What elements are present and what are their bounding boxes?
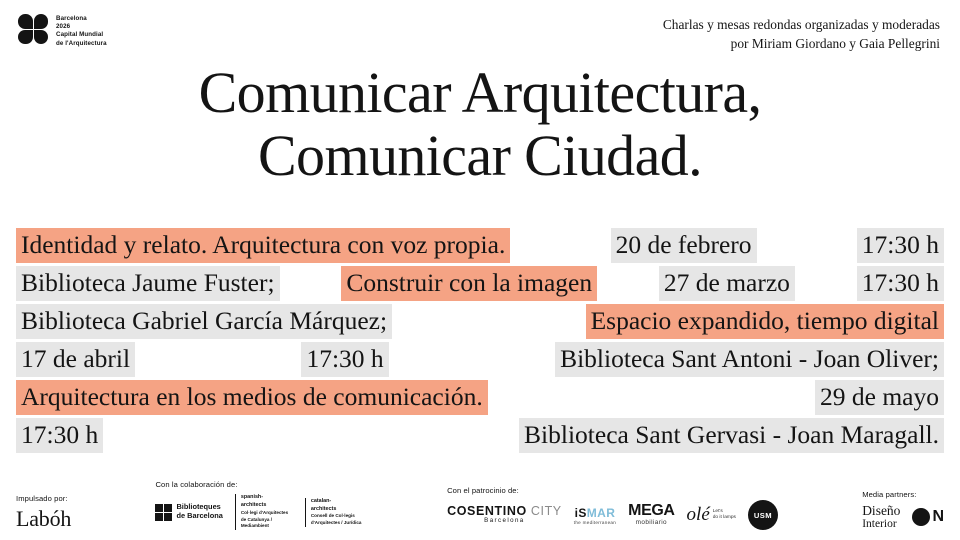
- footer-colaboracion-logos: [155, 494, 362, 530]
- spanish-architects-logo: [235, 494, 293, 530]
- footer-impulsado-group: [16, 494, 71, 530]
- ole-sub-line-2: do it lamps: [712, 515, 736, 520]
- biblioteques-mark-icon: [155, 504, 172, 521]
- ismar-logo: [574, 506, 616, 525]
- catalan-architects-line-2: architects: [310, 505, 337, 512]
- mega-mobiliario-logo: [628, 503, 674, 527]
- header-credit-line-1: Charlas y mesas redondas organizadas y moderadas: [662, 17, 940, 32]
- program-chunk: Biblioteca Sant Gervasi - Joan Maragall.: [519, 418, 944, 453]
- spanish-architects-line-2: architects: [240, 502, 267, 509]
- footer-impulsado-label: Impulsado por:: [16, 494, 68, 503]
- page-title-line-2: Comunicar Ciudad.: [257, 122, 703, 188]
- brand-lockup: [18, 14, 107, 48]
- usm-logo: USM: [748, 500, 778, 530]
- program-chunk: Biblioteca Jaume Fuster;: [16, 266, 280, 301]
- program-chunk: 17:30 h: [16, 418, 103, 453]
- spanish-architects-sub: Col·legi d'Arquitectes de Catalunya / Mediambient: [240, 510, 289, 529]
- cosentino-city-sub: Barcelona: [484, 517, 525, 525]
- program-row: [16, 304, 944, 342]
- program-row: [16, 266, 944, 304]
- program-chunk: 20 de febrero: [611, 228, 757, 263]
- mega-sub: mobiliario: [635, 519, 668, 527]
- laboh-logo: Labóh: [16, 506, 72, 531]
- program-chunk: 17:30 h: [857, 266, 944, 301]
- interior-word: Interior: [862, 517, 897, 530]
- ismar-word-1: iS: [574, 505, 587, 520]
- footer-patrocinio-label: Con el patrocinio de:: [447, 486, 519, 495]
- biblioteques-logo-text: [176, 503, 222, 521]
- ole-word: olé: [686, 504, 710, 525]
- on-letter-n: N: [932, 507, 944, 525]
- brand-line-3: Capital Mundial: [56, 31, 104, 39]
- brand-line-1: Barcelona: [56, 15, 87, 22]
- page-title: [0, 62, 960, 187]
- page-header: [0, 0, 960, 64]
- program-chunk: Biblioteca Sant Antoni - Joan Oliver;: [555, 342, 944, 377]
- program-chunk: Construir con la imagen: [341, 266, 597, 301]
- barcelona-capital-mundial-arquitectura-icon: [18, 14, 48, 44]
- brand-line-2: 2026: [56, 23, 71, 31]
- footer-patrocinio-logos: [447, 500, 778, 530]
- program-row: [16, 418, 944, 456]
- program-chunk: 27 de marzo: [659, 266, 795, 301]
- program-chunk: 17:30 h: [301, 342, 388, 377]
- program-chunk: Arquitectura en los medios de comunicación.: [16, 380, 488, 415]
- program-chunk: 17:30 h: [857, 228, 944, 263]
- ole-sub-line-1: Let's: [712, 509, 723, 515]
- program-list: [16, 228, 944, 456]
- footer-patrocinio-group: [447, 486, 778, 530]
- biblioteques-line-1: Biblioteques: [176, 502, 221, 512]
- diseno-word: Diseño: [862, 502, 901, 518]
- cosentino-word: COSENTINO: [447, 503, 527, 518]
- page-title-line-1: Comunicar Arquitectura,: [198, 60, 762, 125]
- program-row: [16, 380, 944, 418]
- program-row: [16, 228, 944, 266]
- brand-line-4: de l'Arquitectura: [56, 39, 107, 47]
- brand-text: [56, 14, 107, 48]
- catalan-architects-line-1: catalan-: [310, 497, 332, 504]
- catalan-architects-sub: Consell de Col·legis d'Arquitectes / Jurídica: [310, 513, 362, 526]
- catalan-architects-logo: [305, 498, 363, 527]
- footer-media-logos: [862, 504, 944, 530]
- spanish-architects-line-1: spanish-: [240, 494, 264, 501]
- footer-impulsado-logos: [16, 508, 71, 530]
- ole-lamps-logo: [687, 504, 736, 526]
- footer-media-group: [862, 490, 944, 530]
- program-chunk: Espacio expandido, tiempo digital: [586, 304, 944, 339]
- on-circle-icon: [912, 508, 930, 526]
- ismar-word-2: MAR: [586, 505, 616, 520]
- program-chunk: 29 de mayo: [815, 380, 944, 415]
- footer-colaboracion-group: [155, 480, 362, 530]
- header-credit: [663, 14, 940, 53]
- program-row: [16, 342, 944, 380]
- mega-word: MEGA: [628, 502, 675, 520]
- program-chunk: Biblioteca Gabriel García Márquez;: [16, 304, 392, 339]
- program-chunk: 17 de abril: [16, 342, 135, 377]
- header-credit-line-2: por Miriam Giordano y Gaia Pellegrini: [730, 35, 940, 51]
- biblioteques-de-barcelona-logo: [155, 503, 222, 521]
- ismar-sub: the mediterranean: [573, 519, 617, 525]
- program-chunk: Identidad y relato. Arquitectura con voz propia.: [16, 228, 510, 263]
- cosentino-city-word: CITY: [530, 503, 562, 518]
- ole-sub: [713, 509, 736, 521]
- diseno-interior-logo: [862, 504, 900, 530]
- on-diseno-logo: [912, 508, 944, 526]
- footer-media-label: Media partners:: [862, 489, 917, 499]
- page-footer: [16, 480, 944, 530]
- cosentino-city-logo: [447, 505, 562, 526]
- footer-colaboracion-label: Con la colaboración de:: [155, 480, 238, 490]
- biblioteques-line-2: de Barcelona: [176, 511, 223, 521]
